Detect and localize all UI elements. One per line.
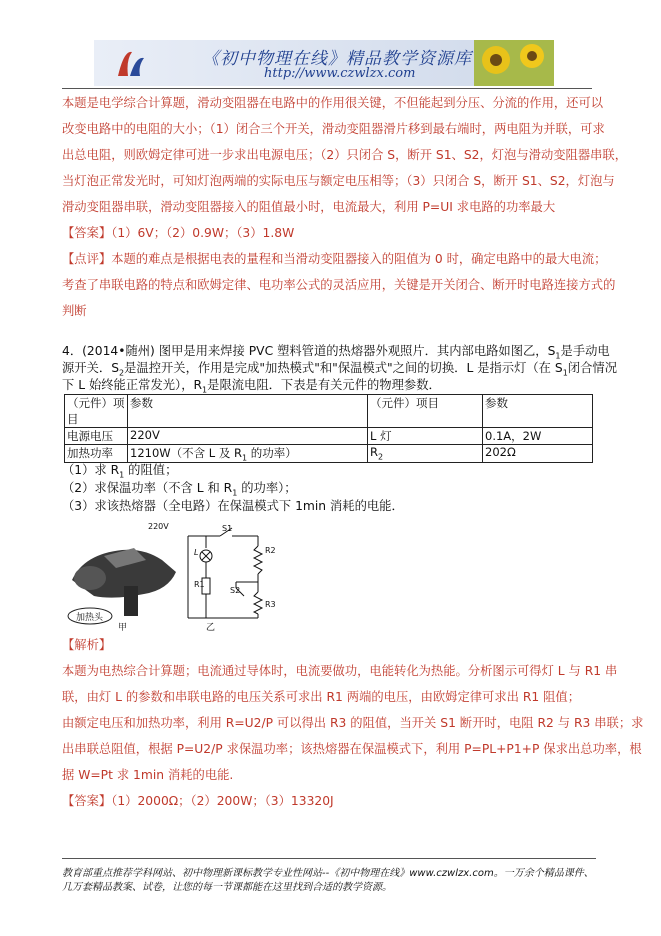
q4-text: 是温控开关，作用是完成"加热模式"和"保温模式"之间的切换．L 是指示灯（在 S <box>124 361 563 375</box>
table-cell: 参数 <box>483 395 593 428</box>
table-row <box>65 445 593 463</box>
q4-sub: 1 <box>119 470 125 480</box>
table-cell <box>128 445 368 463</box>
table-cell: 202Ω <box>483 445 593 463</box>
q4-sub: 1 <box>202 385 208 395</box>
comment-1-line-3: 判断 <box>62 304 87 318</box>
r3-label: R3 <box>265 600 276 609</box>
r2-label: R2 <box>265 546 276 555</box>
r1-label: R1 <box>194 580 205 589</box>
answer-4-label: 【答案】 <box>62 794 112 808</box>
comment-1-label: 【点评】 <box>62 252 112 266</box>
analysis-4-line-5: 据 W=Pt 求 1min 消耗的电能. <box>62 768 234 782</box>
analysis-1-line-4: 当灯泡正常发光时，可知灯泡两端的实际电压与额定电压相等；（3）只闭合 S，断开 S1、S2，灯泡与 <box>62 174 615 188</box>
q4-text: 4．(2014•随州) 图甲是用来焊接 PVC 塑料管道的热熔器外观照片．其内部电路如图乙，S <box>62 344 556 358</box>
banner-url[interactable]: http://www.czwlzx.com <box>264 66 416 81</box>
analysis-1-line-2: 改变电路中的电阻的大小；（1）闭合三个开关，滑动变阻器滑片移到最右端时，两电阻为并联，可求 <box>62 122 605 136</box>
table-cell: 加热功率 <box>65 445 128 463</box>
table-cell: 0.1A，2W <box>483 428 593 445</box>
s1-label: S1 <box>222 524 233 533</box>
comment-1-line-2: 考查了串联电路的特点和欧姆定律、电功率公式的灵活应用，关键是开关闭合、断开时电路连接方式的 <box>62 278 616 292</box>
analysis-1-line-3: 出总电阻，则欧姆定律可进一步求出电源电压；（2）只闭合 S，断开 S1、S2，灯泡与滑动变阻器串联， <box>62 148 628 162</box>
header-divider <box>62 88 592 89</box>
label-yi: 乙 <box>206 623 216 633</box>
cell-text: 的功率） <box>247 446 297 460</box>
parameter-table <box>64 394 593 463</box>
q4-text: 是限流电阻．下表是有关元件的物理参数． <box>207 378 441 392</box>
header-banner <box>94 40 554 86</box>
sub-question-3: （3）求该热熔器（全电路）在保温模式下 1min 消耗的电能． <box>62 499 404 513</box>
comment-1 <box>62 246 606 272</box>
table-cell: 参数 <box>128 395 368 428</box>
footer-divider <box>62 858 596 859</box>
cell-sub: 2 <box>378 452 384 462</box>
logo-icon <box>114 46 148 80</box>
voltage-label: 220V <box>148 522 169 531</box>
analysis-4-line-3: 由额定电压和加热功率，利用 R=U2/P 可以得出 R3 的阻值，当开关 S1 断开时，电阻 R2 与 R3 串联；求 <box>62 716 644 730</box>
q4-sub: 1 <box>555 351 561 361</box>
table-row <box>65 428 593 445</box>
label-jia: 甲 <box>118 623 128 633</box>
cell-text: R <box>370 445 378 459</box>
analysis-1-line-5: 滑动变阻器串联，滑动变阻器接入的阻值最小时，电流最大，利用 P=UI 求电路的功率最大 <box>62 200 556 214</box>
cell-text: 1210W（不含 L 及 R <box>130 446 243 460</box>
table-cell: （元件）项目 <box>368 395 483 428</box>
q4-sub: 1 <box>562 368 568 378</box>
q4-text: 是手动电 <box>560 344 610 358</box>
comment-1-line-1: 本题的难点是根据电表的量程和当滑动变阻器接入的阻值为 0 时，确定电路中的最大电流； <box>111 252 607 266</box>
q4-text: （1）求 R <box>62 463 120 477</box>
q4-sub: 1 <box>232 488 238 498</box>
analysis-4-label: 【解析】 <box>62 638 112 652</box>
footer-line-2: 几万套精品教案、试卷，让您的每一节课都能在这里找到合适的教学资源。 <box>62 882 392 893</box>
lamp-label: L <box>194 548 199 557</box>
table-cell: 电源电压 <box>65 428 128 445</box>
answer-1-text: （1）6V；（2）0.9W；（3）1.8W <box>111 226 295 240</box>
answer-4 <box>62 788 334 814</box>
sunflower-image <box>474 40 554 86</box>
banner-title: 《初中物理在线》精品教学资源库 <box>202 49 472 69</box>
circuit-diagram-yi <box>140 522 280 634</box>
table-cell: L 灯 <box>368 428 483 445</box>
analysis-4-line-2: 联，由灯 L 的参数和串联电路的电压关系可求出 R1 两端的电压，由欧姆定律可求出 R1 阻值； <box>62 690 581 704</box>
q4-sub: 2 <box>119 368 125 378</box>
q4-text: 闭合情况 <box>567 361 617 375</box>
answer-1 <box>62 220 294 246</box>
sunflower-icon <box>474 40 554 86</box>
answer-4-text: （1）2000Ω；（2）200W；（3）13320J <box>111 794 334 808</box>
analysis-1-line-1: 本题是电学综合计算题，滑动变阻器在电路中的作用很关键，不但能起到分压、分流的作用，还可以 <box>62 96 604 110</box>
q4-text: 的功率）； <box>237 481 297 495</box>
photo-label: 加热头 <box>76 613 104 623</box>
analysis-4-line-1: 本题为电热综合计算题；电流通过导体时，电流要做功，电能转化为热能。分析图示可得灯 L 与 R1 串 <box>62 664 618 678</box>
cell-sub: 1 <box>242 453 248 463</box>
q4-text: 的阻值； <box>124 463 178 477</box>
table-row <box>65 395 593 428</box>
footer-line-1: 教育部重点推荐学科网站、初中物理新课标教学专业性网站--《初中物理在线》www.czwlzx.com。一万余个精品课件、 <box>62 868 594 879</box>
s2-label: S2 <box>230 586 241 595</box>
table-cell <box>368 445 483 463</box>
q4-text: 源开关．S <box>62 361 119 375</box>
q4-text: 下 L 始终能正常发光），R <box>62 378 203 392</box>
answer-1-label: 【答案】 <box>62 226 112 240</box>
table-cell: 220V <box>128 428 368 445</box>
table-cell: （元件）项目 <box>65 395 128 428</box>
q4-text: （2）求保温功率（不含 L 和 R <box>62 481 233 495</box>
analysis-4-line-4: 出串联总阻值，根据 P=U2/P 求保温功率；该热熔器在保温模式下，利用 P=PL+P1+P 保求出总功率，根 <box>62 742 642 756</box>
